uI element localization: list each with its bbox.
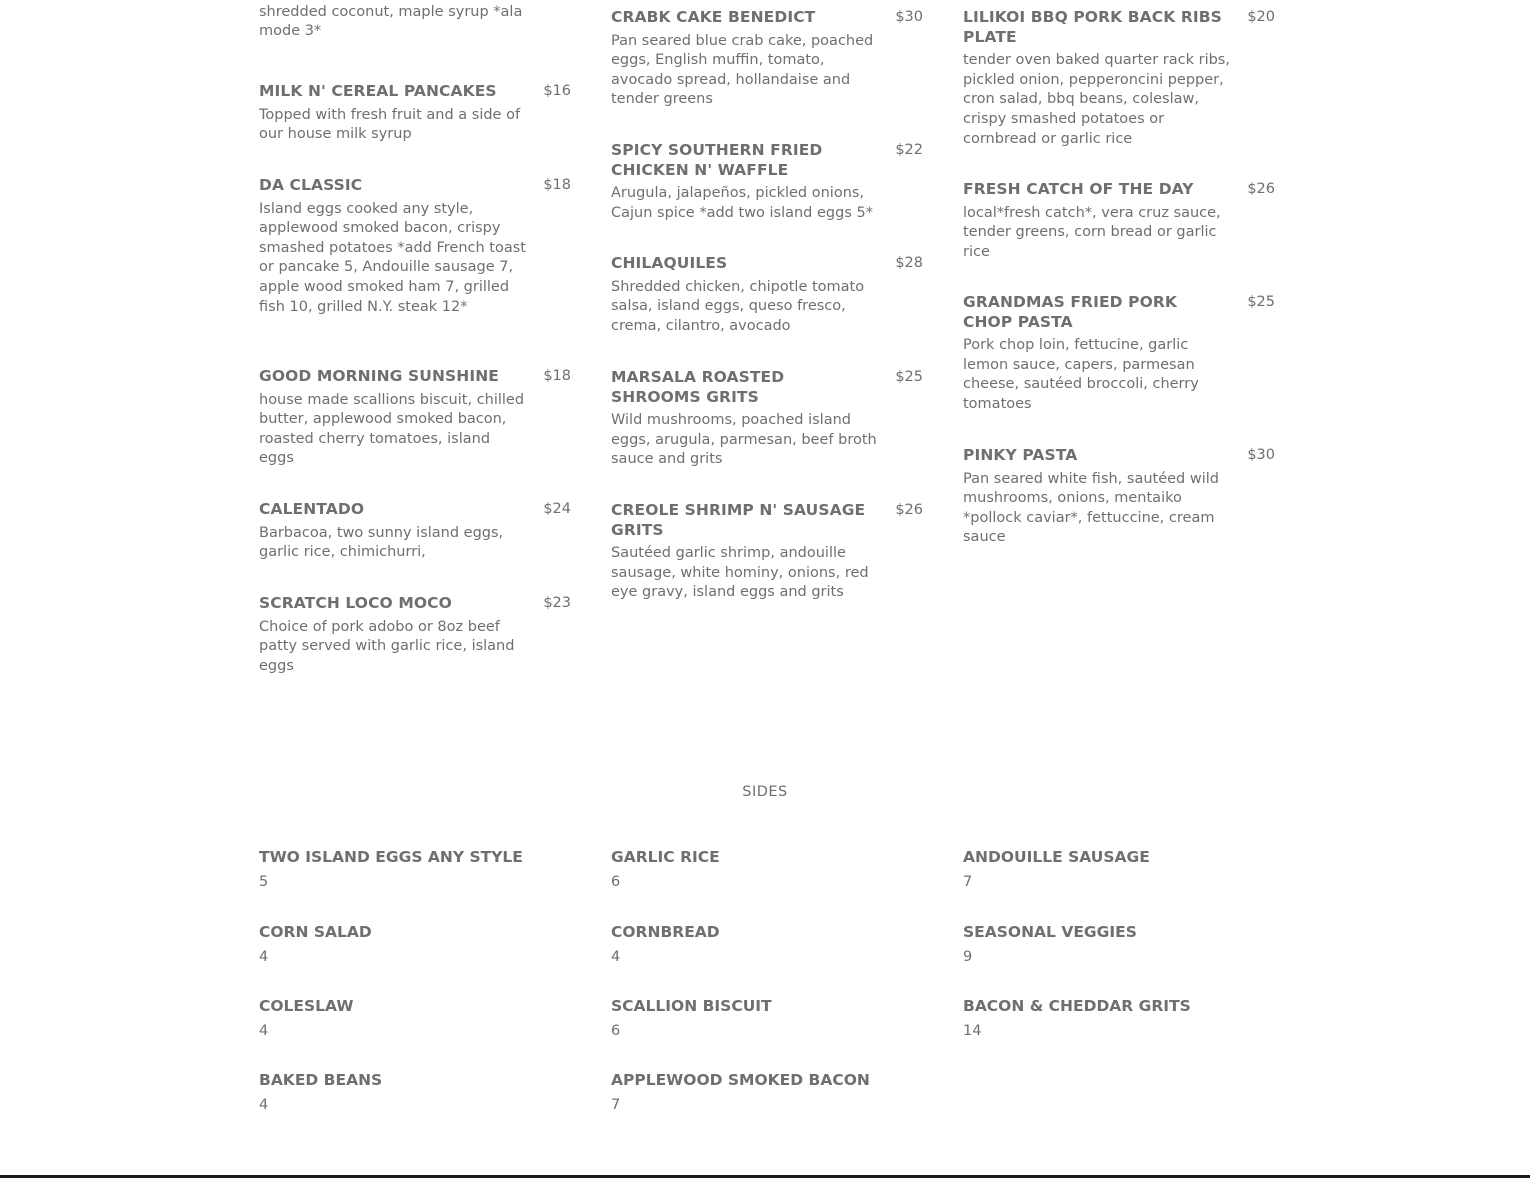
side-item-name: TWO ISLAND EGGS ANY STYLE [259,848,523,866]
side-item [963,997,1263,1041]
menu-item [611,368,923,470]
side-item-price: 9 [963,948,973,965]
side-item-price: 4 [259,948,269,965]
side-item [611,848,911,892]
menu-item-description: house made scallions biscuit, chilled butter, applewood smoked bacon, roasted cherry tomatoes, island eggs [259,391,525,467]
menu-item [611,8,923,110]
menu-item-description: Shredded chicken, chipotle tomato salsa, island eggs, queso fresco, crema, cilantro, avocado [611,278,865,334]
menu-item-price: $18 [543,177,571,193]
menu-item-description: Topped with fresh fruit and a side of our house milk syrup [259,106,521,143]
menu-item-price: $24 [543,501,571,517]
menu-item [259,500,571,563]
menu-item-description: Choice of pork adobo or 8oz beef patty served with garlic rice, island eggs [259,618,515,674]
side-item-name: SCALLION BISCUIT [611,997,772,1015]
side-item [259,1071,559,1115]
side-item-price: 14 [963,1022,982,1039]
menu-item-description: Pan seared blue crab cake, poached eggs, English muffin, tomato, avocado spread, hollandaise and tender greens [611,32,874,108]
menu-item-description: Pork chop loin, fettucine, garlic lemon sauce, capers, parmesan cheese, sautéed broccoli, cherry tomatoes [963,337,1199,412]
side-item-name: ANDOUILLE SAUSAGE [963,848,1150,866]
menu-item-name: SCRATCH LOCO MOCO [259,594,452,612]
menu-item-price: $23 [543,595,571,611]
menu-item-description: Arugula, jalapeños, pickled onions, Cajun spice *add two island eggs 5* [611,185,873,221]
menu-item-description: Pan seared white fish, sautéed wild mushrooms, onions, mentaiko *pollock caviar*, fettuccine, cream sauce [963,470,1219,546]
menu-item [259,82,571,145]
menu-item [259,367,571,469]
menu-item [963,293,1275,415]
side-item-name: BACON & CHEDDAR GRITS [963,997,1191,1015]
side-item [259,848,559,892]
side-item [963,848,1263,892]
menu-item-description: shredded coconut, maple syrup *ala mode 3* [259,3,523,40]
menu-item-name: CRABK CAKE BENEDICT [611,8,816,26]
menu-item-name: GOOD MORNING SUNSHINE [259,367,499,385]
menu-item-name: SPICY SOUTHERN FRIED CHICKEN N' WAFFLE [611,141,823,179]
menu-item-name: DA CLASSIC [259,176,363,194]
side-item-name: GARLIC RICE [611,848,720,866]
side-item-price: 7 [963,873,973,890]
menu-item-price: $28 [895,255,923,271]
side-item-price: 5 [259,873,269,890]
menu-item [259,0,571,42]
menu-item [259,176,571,317]
menu-item-price: $18 [543,368,571,384]
menu-item-price: $20 [1247,9,1275,25]
menu-item-name: CALENTADO [259,500,365,518]
side-item [611,1071,911,1115]
side-item [611,923,911,967]
menu-item-description: Barbacoa, two sunny island eggs, garlic rice, chimichurri, [259,524,504,561]
side-item-name: CORN SALAD [259,923,372,941]
side-item-price: 6 [611,1022,621,1039]
menu-item-description: local*fresh catch*, vera cruz sauce, tender greens, corn bread or garlic rice [963,204,1221,260]
menu-item-name: CHILAQUILES [611,254,728,272]
side-item-name: COLESLAW [259,997,354,1015]
menu-item-price: $22 [895,142,923,158]
side-item-price: 4 [611,948,621,965]
menu-item-price: $26 [895,502,923,518]
side-item-price: 6 [611,873,621,890]
menu-item-description: tender oven baked quarter rack ribs, pickled onion, pepperoncini pepper, cron salad, bbq beans, coleslaw, crispy smashed potatoes or cornbread or garlic rice [963,52,1230,147]
side-item-price: 7 [611,1096,621,1113]
menu-item [611,254,923,336]
side-item [259,923,559,967]
menu-item-description: Wild mushrooms, poached island eggs, arugula, parmesan, beef broth sauce and grits [611,412,877,468]
menu-item-name: MILK N' CEREAL PANCAKES [259,82,497,100]
menu-item-name: MARSALA ROASTED SHROOMS GRITS [611,368,785,406]
menu-item [611,141,923,223]
side-item [611,997,911,1041]
side-item [259,997,559,1041]
menu-item-price: $30 [1247,447,1275,463]
menu-item-name: FRESH CATCH OF THE DAY [963,180,1194,198]
menu-item [611,501,923,603]
menu-item-name: LILIKOI BBQ PORK BACK RIBS PLATE [963,8,1222,46]
menu-item-description: Island eggs cooked any style, applewood smoked bacon, crispy smashed potatoes *add French toast or pancake 5, Andouille sausage 7, apple wood smoked ham 7, grilled fish 10, grilled N.Y. steak 12* [259,200,526,315]
side-item-name: SEASONAL VEGGIES [963,923,1137,941]
menu-item-name: PINKY PASTA [963,446,1078,464]
menu-item-price: $26 [1247,181,1275,197]
menu-item [259,594,571,676]
side-item-name: CORNBREAD [611,923,720,941]
menu-item [963,8,1275,149]
menu-item [963,446,1275,548]
sides-section-title: SIDES [742,784,788,800]
side-item-name: BAKED BEANS [259,1071,383,1089]
menu-item-price: $25 [895,369,923,385]
menu-item [963,180,1275,262]
menu-item-price: $16 [543,83,571,99]
side-item-price: 4 [259,1022,269,1039]
menu-item-description: Sautéed garlic shrimp, andouille sausage, white hominy, onions, red eye gravy, island eggs and grits [611,545,869,601]
side-item-name: APPLEWOOD SMOKED BACON [611,1071,870,1089]
side-item-price: 4 [259,1096,269,1113]
menu-item-price: $30 [895,9,923,25]
menu-item-name: CREOLE SHRIMP N' SAUSAGE GRITS [611,501,866,539]
menu-item-price: $25 [1247,294,1275,310]
side-item [963,923,1263,967]
menu-item-name: GRANDMAS FRIED PORK CHOP PASTA [963,293,1177,331]
